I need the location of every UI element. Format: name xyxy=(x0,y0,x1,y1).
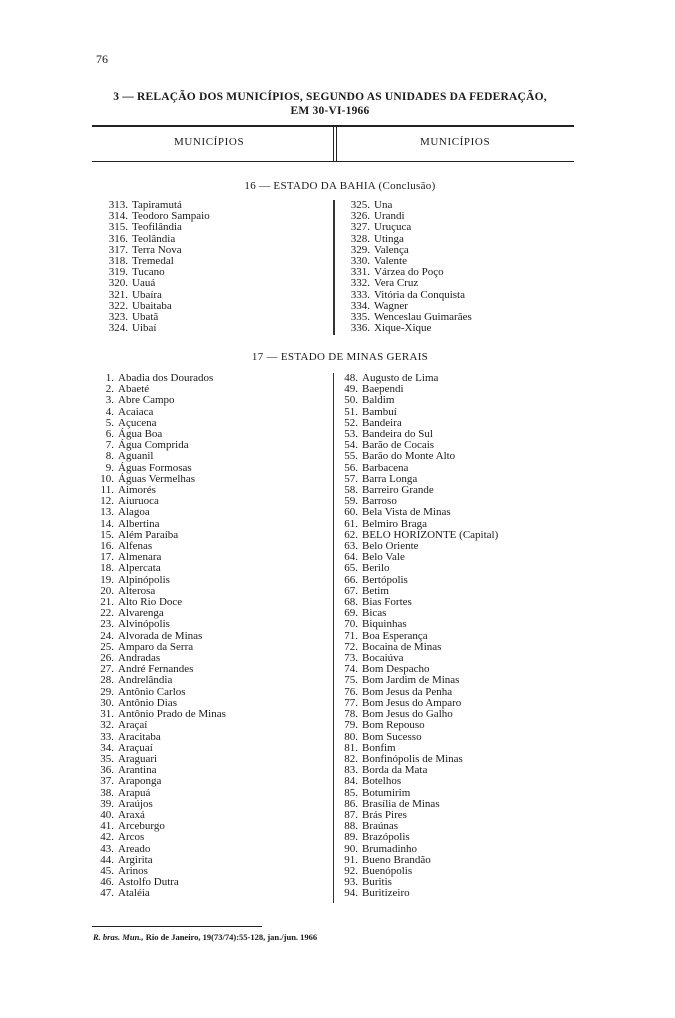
municipality-number: 50. xyxy=(344,394,358,407)
list-item xyxy=(92,507,226,518)
municipality-number: 71. xyxy=(344,629,358,642)
municipality-number: 60. xyxy=(344,506,358,519)
municipality-name: Brazópolis xyxy=(362,831,410,844)
municipality-name: Brasília de Minas xyxy=(362,797,440,810)
municipality-number: 326. xyxy=(350,210,370,223)
list-item xyxy=(336,675,498,686)
municipality-name: Astolfo Dutra xyxy=(118,876,179,889)
municipality-name: Abaeté xyxy=(118,383,150,396)
municipality-number: 335. xyxy=(350,311,370,324)
municipality-number: 32. xyxy=(100,719,114,732)
municipality-name: Alvinópolis xyxy=(118,618,170,631)
municipality-number: 315. xyxy=(108,221,128,234)
municipality-name: Bandeira do Sul xyxy=(362,428,433,441)
municipality-number: 333. xyxy=(350,288,370,301)
municipality-name: Aiuruoca xyxy=(118,495,159,508)
municipality-number: 56. xyxy=(344,461,358,474)
municipality-name: Urandi xyxy=(374,210,405,223)
municipality-number: 323. xyxy=(108,311,128,324)
municipality-name: Arinos xyxy=(118,864,148,877)
municipality-number: 18. xyxy=(100,562,114,575)
list-item xyxy=(92,888,226,899)
municipality-number: 69. xyxy=(344,607,358,620)
municipality-number: 88. xyxy=(344,820,358,833)
municipality-number: 3. xyxy=(105,394,114,407)
municipality-name: Una xyxy=(374,199,393,211)
municipality-name: Água Comprida xyxy=(118,439,189,452)
municipality-name: Acaiaca xyxy=(118,405,154,418)
municipality-number: 318. xyxy=(108,255,128,268)
municipality-name: Bela Vista de Minas xyxy=(362,506,451,519)
municipality-number: 314. xyxy=(108,210,128,223)
municipality-name: Uauá xyxy=(132,277,156,290)
municipality-number: 317. xyxy=(108,243,128,256)
municipality-name: Araguari xyxy=(118,752,158,765)
title-line-2: EM 30-VI-1966 xyxy=(290,105,370,117)
municipality-number: 86. xyxy=(344,797,358,810)
municipality-name: Araújos xyxy=(118,797,153,810)
municipality-name: Aguanil xyxy=(118,450,154,463)
municipality-name: Uibaí xyxy=(132,322,157,335)
municipality-number: 320. xyxy=(108,277,128,290)
municipality-name: Belo Oriente xyxy=(362,540,419,553)
municipality-number: 30. xyxy=(100,696,114,709)
column-header-right: MUNICÍPIOS xyxy=(420,136,491,148)
list-item xyxy=(336,720,498,731)
list-item xyxy=(336,619,498,630)
municipality-name: Bias Fortes xyxy=(362,596,412,609)
municipality-name: Aimorés xyxy=(118,484,156,497)
municipality-number: 81. xyxy=(344,741,358,754)
municipality-number: 13. xyxy=(100,506,114,519)
municipality-number: 59. xyxy=(344,495,358,508)
municipality-name: Água Boa xyxy=(118,428,163,441)
municipality-name: Terra Nova xyxy=(132,243,182,256)
municipality-name: Valença xyxy=(374,243,409,256)
municipality-number: 36. xyxy=(100,764,114,777)
municipality-name: Abre Campo xyxy=(118,394,175,407)
municipality-number: 72. xyxy=(344,640,358,653)
municipality-name: Antônio Prado de Minas xyxy=(118,708,226,721)
municipality-number: 329. xyxy=(350,243,370,256)
municipality-number: 34. xyxy=(100,741,114,754)
municipality-number: 42. xyxy=(100,831,114,844)
municipality-number: 16. xyxy=(100,540,114,553)
municipality-name: Bambuí xyxy=(362,405,397,418)
table-header-rule xyxy=(92,161,574,162)
list-item xyxy=(336,507,498,518)
municipality-name: Xique-Xique xyxy=(374,322,432,335)
municipality-number: 58. xyxy=(344,484,358,497)
municipality-number: 37. xyxy=(100,775,114,788)
municipality-number: 43. xyxy=(100,842,114,855)
municipality-name: Barão do Monte Alto xyxy=(362,450,456,463)
list-item xyxy=(336,395,498,406)
municipality-list-minas-left xyxy=(92,373,226,900)
municipality-number: 31. xyxy=(100,708,114,721)
municipality-name: Antônio Dias xyxy=(118,696,177,709)
footer-rule xyxy=(92,926,262,927)
municipality-number: 330. xyxy=(350,255,370,268)
municipality-number: 57. xyxy=(344,472,358,485)
list-item xyxy=(336,222,472,233)
municipality-name: Belmiro Braga xyxy=(362,517,428,530)
municipality-number: 93. xyxy=(344,876,358,889)
municipality-list-minas-right xyxy=(336,373,498,900)
municipality-name: Bocaina de Minas xyxy=(362,640,442,653)
municipality-name: Albertina xyxy=(118,517,160,530)
page-number: 76 xyxy=(96,52,108,66)
municipality-number: 328. xyxy=(350,232,370,245)
list-item xyxy=(92,451,226,462)
list-item xyxy=(336,776,498,787)
municipality-name: Buritis xyxy=(362,876,392,889)
municipality-name: Antônio Carlos xyxy=(118,685,186,698)
municipality-number: 322. xyxy=(108,299,128,312)
municipality-number: 21. xyxy=(100,596,114,609)
municipality-number: 68. xyxy=(344,596,358,609)
municipality-name: Bom Despacho xyxy=(362,663,430,676)
municipality-name: Wagner xyxy=(374,299,408,312)
municipality-number: 79. xyxy=(344,719,358,732)
municipality-name: Bom Jesus da Penha xyxy=(362,685,453,698)
municipality-number: 74. xyxy=(344,663,358,676)
municipality-name: Teolândia xyxy=(132,232,176,245)
municipality-name: Alto Rio Doce xyxy=(118,596,183,609)
municipality-name: Bandeira xyxy=(362,416,402,429)
municipality-number: 90. xyxy=(344,842,358,855)
municipality-name: Botelhos xyxy=(362,775,402,788)
municipality-number: 33. xyxy=(100,730,114,743)
municipality-number: 77. xyxy=(344,696,358,709)
list-item xyxy=(92,323,210,334)
section-heading-minas-gerais: 17 — ESTADO DE MINAS GERAIS xyxy=(251,351,429,363)
municipality-number: 4. xyxy=(105,405,114,418)
municipality-number: 20. xyxy=(100,584,114,597)
list-item xyxy=(92,776,226,787)
list-item xyxy=(92,563,226,574)
municipality-name: Ubaitaba xyxy=(132,299,172,312)
municipality-number: 336. xyxy=(350,322,370,335)
municipality-name: Além Paraíba xyxy=(118,528,179,541)
municipality-number: 9. xyxy=(105,461,114,474)
municipality-name: Belo Vale xyxy=(362,551,405,564)
municipality-number: 1. xyxy=(105,372,114,384)
list-item xyxy=(92,222,210,233)
municipality-name: Buritizeiro xyxy=(362,887,410,900)
municipality-number: 70. xyxy=(344,618,358,631)
column-separator-bar xyxy=(333,373,334,903)
municipality-number: 29. xyxy=(100,685,114,698)
municipality-name: Bocaiúva xyxy=(362,652,404,665)
municipality-number: 19. xyxy=(100,573,114,586)
list-item xyxy=(92,675,226,686)
municipality-name: Augusto de Lima xyxy=(362,372,439,384)
section-heading-bahia: 16 — ESTADO DA BAHIA (Conclusão) xyxy=(244,180,436,192)
municipality-name: Arapuá xyxy=(118,786,151,799)
municipality-name: Tucano xyxy=(132,266,165,279)
municipality-number: 17. xyxy=(100,551,114,564)
list-item xyxy=(336,832,498,843)
municipality-number: 22. xyxy=(100,607,114,620)
municipality-name: Arceburgo xyxy=(118,820,165,833)
municipality-name: Wenceslau Guimarães xyxy=(374,311,472,324)
column-divider xyxy=(333,127,334,161)
municipality-number: 55. xyxy=(344,450,358,463)
municipality-name: Utinga xyxy=(374,232,404,245)
municipality-number: 14. xyxy=(100,517,114,530)
title-line-1: 3 — RELAÇÃO DOS MUNICÍPIOS, SEGUNDO AS UNIDADES DA FEDERAÇÃO, xyxy=(113,91,547,103)
municipality-number: 2. xyxy=(105,383,114,396)
municipality-name: Braúnas xyxy=(362,820,399,833)
municipality-number: 5. xyxy=(105,416,114,429)
municipality-number: 321. xyxy=(108,288,128,301)
municipality-number: 63. xyxy=(344,540,358,553)
municipality-number: 62. xyxy=(344,528,358,541)
municipality-name: Arcos xyxy=(118,831,145,844)
list-item xyxy=(336,278,472,289)
municipality-number: 10. xyxy=(100,472,114,485)
municipality-name: Bom Repouso xyxy=(362,719,425,732)
municipality-number: 84. xyxy=(344,775,358,788)
municipality-number: 47. xyxy=(100,887,114,900)
municipality-name: Baependi xyxy=(362,383,404,396)
municipality-name: Alfenas xyxy=(118,540,153,553)
municipality-number: 35. xyxy=(100,752,114,765)
municipality-number: 45. xyxy=(100,864,114,877)
municipality-number: 52. xyxy=(344,416,358,429)
list-item xyxy=(336,888,498,899)
municipality-name: Boa Esperança xyxy=(362,629,428,642)
municipality-number: 91. xyxy=(344,853,358,866)
municipality-number: 324. xyxy=(108,322,128,335)
municipality-number: 75. xyxy=(344,674,358,687)
list-item xyxy=(336,323,472,334)
municipality-number: 41. xyxy=(100,820,114,833)
municipality-name: Bom Jardim de Minas xyxy=(362,674,460,687)
municipality-name: Tapiramutá xyxy=(132,199,182,211)
municipality-name: Alvarenga xyxy=(118,607,164,620)
municipality-name: Barbacena xyxy=(362,461,409,474)
municipality-list-bahia-left xyxy=(92,200,210,334)
municipality-name: Bom Jesus do Amparo xyxy=(362,696,462,709)
municipality-number: 83. xyxy=(344,764,358,777)
municipality-number: 12. xyxy=(100,495,114,508)
municipality-name: Andradas xyxy=(118,652,161,665)
municipality-name: André Fernandes xyxy=(118,663,194,676)
municipality-name: Barreiro Grande xyxy=(362,484,434,497)
municipality-name: Botumirim xyxy=(362,786,411,799)
municipality-number: 94. xyxy=(344,887,358,900)
municipality-name: Ataléia xyxy=(118,887,150,900)
municipality-name: Araçuaí xyxy=(118,741,153,754)
municipality-number: 78. xyxy=(344,708,358,721)
municipality-number: 15. xyxy=(100,528,114,541)
municipality-name: Araponga xyxy=(118,775,162,788)
list-item xyxy=(92,278,210,289)
list-item xyxy=(336,451,498,462)
municipality-name: Barra Longa xyxy=(362,472,418,485)
municipality-number: 44. xyxy=(100,853,114,866)
municipality-name: Brumadinho xyxy=(362,842,417,855)
municipality-number: 48. xyxy=(344,372,358,384)
municipality-name: Argirita xyxy=(118,853,153,866)
municipality-name: Brás Pires xyxy=(362,808,407,821)
municipality-number: 49. xyxy=(344,383,358,396)
list-item xyxy=(92,720,226,731)
municipality-name: Areado xyxy=(118,842,151,855)
municipality-name: Almenara xyxy=(118,551,162,564)
municipality-name: Tremedal xyxy=(132,255,174,268)
municipality-name: Betim xyxy=(362,584,389,597)
municipality-name: Várzea do Poço xyxy=(374,266,444,279)
list-item xyxy=(336,563,498,574)
municipality-name: Barroso xyxy=(362,495,397,508)
municipality-number: 331. xyxy=(350,266,370,279)
municipality-number: 7. xyxy=(105,439,114,452)
list-item xyxy=(92,395,226,406)
municipality-number: 46. xyxy=(100,876,114,889)
municipality-list-bahia-right xyxy=(336,200,472,334)
municipality-name: Arantina xyxy=(118,764,157,777)
municipality-name: Águas Vermelhas xyxy=(118,472,196,485)
municipality-name: Ubatã xyxy=(132,311,159,324)
municipality-name: Ubaíra xyxy=(132,288,162,301)
municipality-number: 53. xyxy=(344,428,358,441)
municipality-name: Alpercata xyxy=(118,562,161,575)
municipality-name: Araxá xyxy=(118,808,145,821)
municipality-number: 76. xyxy=(344,685,358,698)
municipality-number: 73. xyxy=(344,652,358,665)
municipality-name: Bonfim xyxy=(362,741,396,754)
footer-reference: Rio de Janeiro, 19(73/74):55-128, jan./jun. 1966 xyxy=(145,932,318,942)
municipality-name: Borda da Mata xyxy=(362,764,428,777)
municipality-name: Aracitaba xyxy=(118,730,161,743)
municipality-name: Baldim xyxy=(362,394,395,407)
municipality-name: Alterosa xyxy=(118,584,156,597)
municipality-name: Bonfinópolis de Minas xyxy=(362,752,463,765)
municipality-name: Alpinópolis xyxy=(118,573,170,586)
municipality-number: 26. xyxy=(100,652,114,665)
municipality-number: 61. xyxy=(344,517,358,530)
municipality-name: Andrelândia xyxy=(118,674,173,687)
municipality-number: 85. xyxy=(344,786,358,799)
municipality-number: 332. xyxy=(350,277,370,290)
column-divider xyxy=(336,127,337,161)
municipality-number: 27. xyxy=(100,663,114,676)
municipality-name: Vera Cruz xyxy=(374,277,419,290)
municipality-name: Bom Sucesso xyxy=(362,730,422,743)
municipality-name: Bom Jesus do Galho xyxy=(362,708,453,721)
list-item xyxy=(92,619,226,630)
municipality-name: Alvorada de Minas xyxy=(118,629,203,642)
municipality-number: 334. xyxy=(350,299,370,312)
municipality-name: Bertópolis xyxy=(362,573,408,586)
municipality-number: 325. xyxy=(350,199,370,211)
municipality-number: 319. xyxy=(108,266,128,279)
municipality-name: Biquinhas xyxy=(362,618,407,631)
municipality-name: Açucena xyxy=(118,416,157,429)
municipality-name: Buenópolis xyxy=(362,864,413,877)
municipality-number: 66. xyxy=(344,573,358,586)
municipality-name: Abadia dos Dourados xyxy=(118,372,214,384)
municipality-name: BELO HORIZONTE (Capital) xyxy=(362,528,499,541)
municipality-name: Valente xyxy=(374,255,407,268)
municipality-number: 67. xyxy=(344,584,358,597)
municipality-number: 92. xyxy=(344,864,358,877)
municipality-number: 6. xyxy=(105,428,114,441)
municipality-number: 54. xyxy=(344,439,358,452)
municipality-number: 80. xyxy=(344,730,358,743)
municipality-name: Águas Formosas xyxy=(118,461,192,474)
municipality-number: 51. xyxy=(344,405,358,418)
municipality-number: 38. xyxy=(100,786,114,799)
municipality-name: Teofilândia xyxy=(132,221,182,234)
column-header-left: MUNICÍPIOS xyxy=(174,136,245,148)
municipality-number: 89. xyxy=(344,831,358,844)
municipality-number: 40. xyxy=(100,808,114,821)
municipality-name: Amparo da Serra xyxy=(118,640,194,653)
municipality-number: 11. xyxy=(100,484,114,497)
municipality-name: Bueno Brandão xyxy=(362,853,431,866)
municipality-number: 8. xyxy=(105,450,114,463)
municipality-number: 316. xyxy=(108,232,128,245)
municipality-name: Teodoro Sampaio xyxy=(132,210,210,223)
list-item xyxy=(92,832,226,843)
municipality-number: 65. xyxy=(344,562,358,575)
municipality-name: Barão de Cocais xyxy=(362,439,435,452)
municipality-name: Berilo xyxy=(362,562,390,575)
footer-journal: R. bras. Mun., xyxy=(93,932,144,942)
municipality-number: 23. xyxy=(100,618,114,631)
municipality-number: 39. xyxy=(100,797,114,810)
municipality-number: 64. xyxy=(344,551,358,564)
municipality-number: 24. xyxy=(100,629,114,642)
municipality-number: 313. xyxy=(108,199,128,211)
page-title xyxy=(80,90,580,118)
municipality-name: Araçaí xyxy=(118,719,148,732)
column-separator-bar xyxy=(333,200,335,335)
municipality-number: 28. xyxy=(100,674,114,687)
municipality-number: 327. xyxy=(350,221,370,234)
municipality-number: 82. xyxy=(344,752,358,765)
footer-citation xyxy=(93,932,317,942)
municipality-name: Alagoa xyxy=(118,506,150,519)
municipality-name: Uruçuca xyxy=(374,221,412,234)
municipality-name: Bicas xyxy=(362,607,387,620)
municipality-number: 25. xyxy=(100,640,114,653)
municipality-name: Vitória da Conquista xyxy=(374,288,465,301)
municipality-number: 87. xyxy=(344,808,358,821)
